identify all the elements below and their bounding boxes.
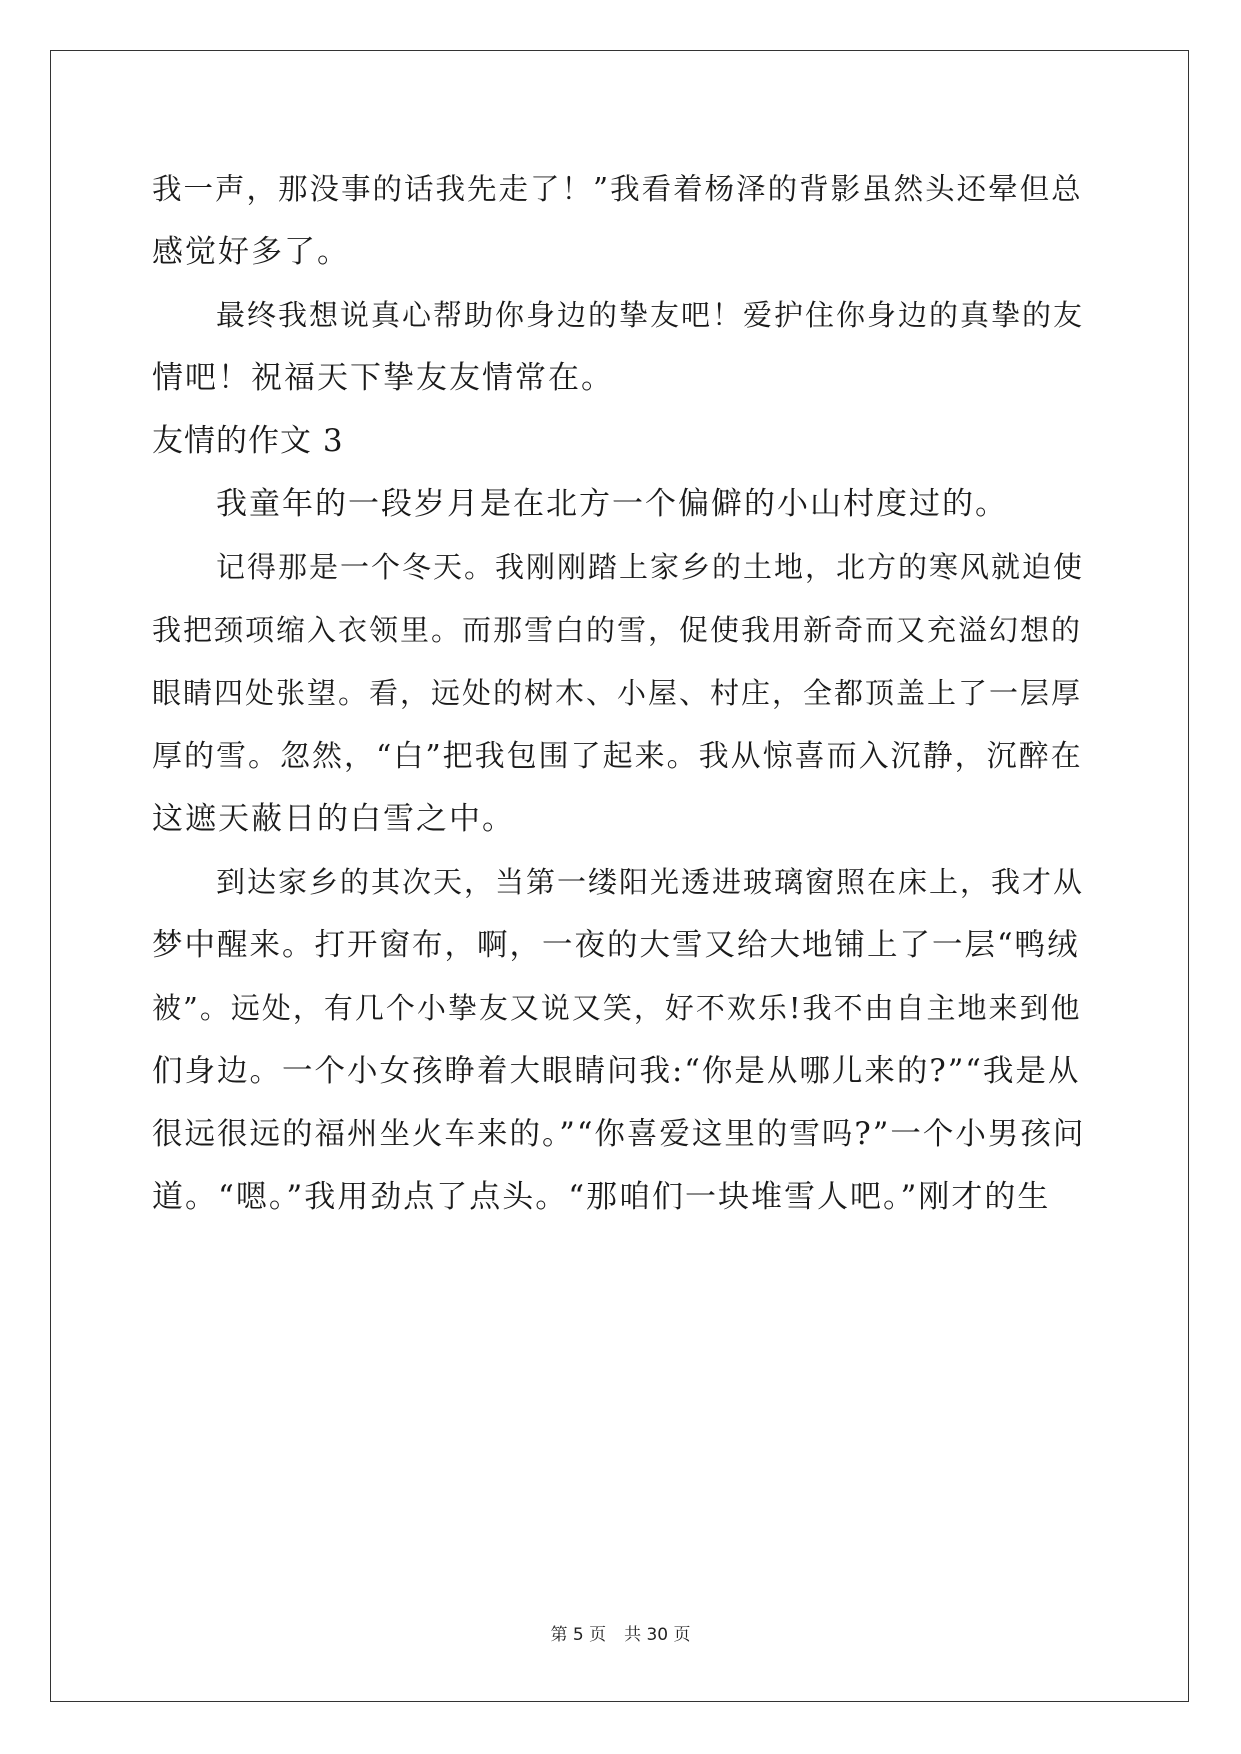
text-line-4: 情吧！祝福天下挚友友情常在。 [152, 360, 614, 396]
text-line-8: 我把颈项缩入衣领里。而那雪白的雪，促使我用新奇而又充溢幻想的 [152, 613, 1083, 647]
text-line-11: 这遮天蔽日的白雪之中。 [152, 801, 515, 837]
text-line-3: 最终我想说真心帮助你身边的挚友吧！爱护住你身边的真挚的友 [216, 298, 1085, 332]
text-line-14: 被”。远处，有几个小挚友又说又笑，好不欢乐!我不由自主地来到他 [152, 991, 1082, 1025]
text-line-10: 厚的雪。忽然，“白”把我包围了起来。我从惊喜而入沉静，沉醉在 [152, 739, 1083, 774]
page-number: 第 5 页 [550, 1625, 607, 1645]
page-total: 共 30 页 [624, 1625, 691, 1645]
text-line-7: 记得那是一个冬天。我刚刚踏上家乡的土地，北方的寒风就迫使 [216, 550, 1085, 584]
text-line-1: 我一声，那没事的话我先走了！”我看着杨泽的背影虽然头还晕但总 [152, 172, 1083, 206]
text-line-13: 梦中醒来。打开窗布，啊，一夜的大雪又给大地铺上了一层“鸭绒 [152, 928, 1080, 963]
text-line-2: 感觉好多了。 [152, 234, 350, 270]
text-line-17: 道。“嗯。”我用劲点了点头。“那咱们一块堆雪人吧。”刚才的生 [152, 1179, 1051, 1215]
text-line-15: 们身边。一个小女孩睁着大眼睛问我:“你是从哪儿来的?”“我是从 [152, 1054, 1081, 1089]
text-line-6: 我童年的一段岁月是在北方一个偏僻的小山村度过的。 [216, 486, 1008, 522]
text-line-9: 眼睛四处张望。看，远处的树木、小屋、村庄，全都顶盖上了一层厚 [152, 676, 1083, 710]
text-line-12: 到达家乡的其次天，当第一缕阳光透进玻璃窗照在床上，我才从 [216, 865, 1085, 899]
text-line-16: 很远很远的福州坐火车来的。”“你喜爱这里的雪吗?”一个小男孩问 [152, 1117, 1086, 1152]
page-footer [0, 1620, 1241, 1645]
document-body [152, 158, 1092, 1229]
section-heading: 友情的作文 3 [152, 423, 344, 459]
